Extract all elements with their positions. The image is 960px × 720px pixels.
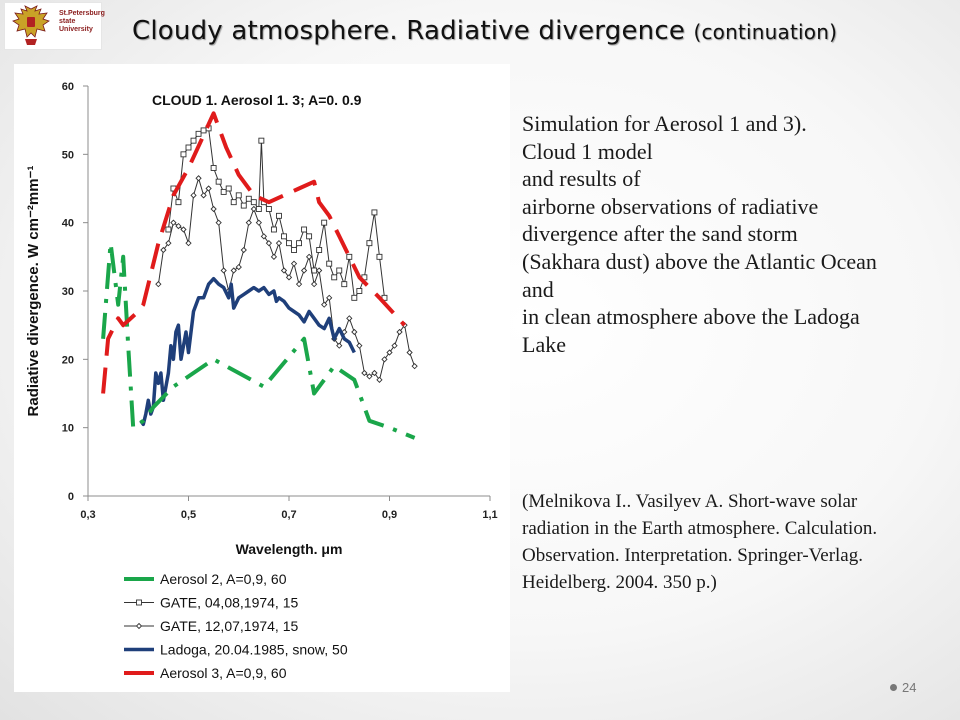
description-line: Lake — [522, 331, 566, 357]
data-point-square — [276, 213, 281, 218]
data-point-square — [307, 234, 312, 239]
logo-line: University — [59, 26, 93, 33]
data-point-diamond — [302, 268, 307, 273]
data-point-square — [226, 186, 231, 191]
data-point-square — [357, 289, 362, 294]
data-point-square — [287, 241, 292, 246]
data-point-diamond — [357, 343, 362, 348]
description-line: and results of — [522, 166, 641, 192]
data-point-square — [367, 241, 372, 246]
data-point-square — [377, 254, 382, 259]
legend-label-3: GATE, 12,07,1974, 15 — [160, 618, 299, 634]
description-line: (Sakhara dust) above the Atlantic Ocean — [522, 248, 877, 274]
data-point-square — [297, 241, 302, 246]
description-line: airborne observations of radiative — [522, 193, 819, 219]
y-axis-label: Radiative divergence. W cm⁻²mm⁻¹ — [25, 165, 42, 417]
data-point-square — [347, 254, 352, 259]
data-point-square — [332, 275, 337, 280]
series-line-3 — [158, 178, 414, 379]
data-point-diamond — [246, 220, 251, 225]
series-line-4 — [141, 279, 354, 425]
data-point-square — [181, 152, 186, 157]
data-point-square — [251, 200, 256, 205]
eagle-crest-icon — [5, 3, 57, 49]
x-tick-label: 0,9 — [381, 509, 398, 521]
logo-text — [59, 10, 105, 34]
data-point-square — [186, 145, 191, 150]
data-point-square — [246, 196, 251, 201]
reference-line: Observation. Interpretation. Springer-Verlag. — [522, 545, 863, 566]
reference-line: Heidelberg. 2004. 350 p.) — [522, 572, 717, 593]
data-point-diamond — [352, 330, 357, 335]
page-dot — [890, 684, 897, 691]
data-point-square — [221, 189, 226, 194]
data-point-diamond — [292, 261, 297, 266]
description-text — [522, 110, 960, 358]
data-point-diamond — [297, 282, 302, 287]
y-tick-label: 20 — [61, 354, 74, 367]
data-point-square — [211, 166, 216, 171]
data-point-square — [281, 234, 286, 239]
data-point-diamond — [186, 241, 191, 246]
data-point-square — [292, 248, 297, 253]
x-tick-label: 0,5 — [180, 509, 197, 521]
data-point-diamond — [271, 254, 276, 259]
data-point-diamond — [196, 176, 201, 181]
data-point-square — [231, 200, 236, 205]
description-line: and — [522, 276, 554, 302]
data-point-square — [337, 268, 342, 273]
data-point-square — [236, 193, 241, 198]
data-point-diamond — [317, 268, 322, 273]
data-point-diamond — [211, 207, 216, 212]
data-point-diamond — [312, 282, 317, 287]
x-tick-label: 0,7 — [281, 509, 297, 521]
data-point-diamond — [241, 248, 246, 253]
data-point-square — [176, 200, 181, 205]
data-point-square — [166, 227, 171, 232]
legend-label-1: Aerosol 2, A=0,9, 60 — [160, 571, 287, 587]
data-point-square — [352, 295, 357, 300]
data-point-square — [196, 131, 201, 136]
slide-title — [132, 16, 837, 46]
data-point-square — [266, 207, 271, 212]
data-point-square — [327, 261, 332, 266]
data-point-square — [191, 138, 196, 143]
description-line: Simulation for Aerosol 1 and 3). — [522, 111, 807, 136]
y-tick-label: 60 — [61, 81, 74, 93]
data-point-diamond — [156, 282, 161, 287]
legend-label-4: Ladoga, 20.04.1985, snow, 50 — [160, 641, 348, 658]
data-point-diamond — [407, 350, 412, 355]
data-point-diamond — [251, 207, 256, 212]
radiative-divergence-chart — [14, 64, 510, 692]
y-tick-label: 10 — [61, 422, 74, 435]
reference-text — [522, 488, 960, 596]
description-line: in clean atmosphere above the Ladoga — [522, 304, 860, 330]
series-line-5 — [103, 113, 405, 393]
data-point-square — [241, 203, 246, 208]
series-line-1 — [103, 243, 415, 438]
legend-marker-square — [137, 600, 142, 605]
reference-line: (Melnikova I.. Vasilyev A. Short-wave solar — [522, 491, 858, 512]
slide-title-continuation: (continuation) — [693, 20, 838, 44]
legend-label-2: GATE, 04,08,1974, 15 — [160, 594, 299, 611]
data-point-diamond — [216, 220, 221, 225]
data-point-diamond — [256, 220, 261, 225]
x-tick-label: 0,3 — [80, 509, 96, 521]
chart-title: CLOUD 1. Aerosol 1. 3; A=0. 0.9 — [152, 92, 362, 108]
page-number: 24 — [902, 680, 917, 695]
y-tick-label: 40 — [61, 217, 74, 230]
data-point-diamond — [412, 364, 417, 369]
legend-marker-diamond — [137, 624, 142, 629]
data-point-square — [322, 220, 327, 225]
y-tick-label: 50 — [61, 149, 74, 162]
data-point-square — [201, 128, 206, 133]
data-point-diamond — [221, 268, 226, 273]
university-logo — [4, 2, 105, 50]
logo-line: St.Petersburg — [59, 10, 105, 17]
data-point-diamond — [276, 241, 281, 246]
data-point-square — [302, 227, 307, 232]
data-point-diamond — [347, 316, 352, 321]
x-axis-label: Wavelength. μm — [235, 541, 343, 557]
data-point-diamond — [307, 254, 312, 259]
description-line: divergence after the sand storm — [522, 221, 798, 247]
data-point-square — [259, 138, 264, 143]
data-point-square — [342, 282, 347, 287]
chart-panel — [14, 64, 510, 692]
x-tick-label: 1,1 — [482, 509, 498, 521]
data-point-square — [271, 227, 276, 232]
y-tick-label: 30 — [61, 286, 74, 298]
reference-line: radiation in the Earth atmosphere. Calculation. — [522, 518, 878, 539]
data-point-square — [372, 210, 377, 215]
description-line: Cloud 1 model — [522, 138, 653, 164]
logo-line: state — [59, 18, 76, 25]
data-point-diamond — [191, 193, 196, 198]
data-point-square — [317, 248, 322, 253]
y-tick-label: 0 — [67, 491, 74, 503]
data-point-square — [216, 179, 221, 184]
slide-title-main: Cloudy atmosphere. Radiative divergence — [132, 16, 686, 46]
data-point-square — [256, 207, 261, 212]
legend-label-5: Aerosol 3, A=0,9, 60 — [160, 665, 287, 681]
